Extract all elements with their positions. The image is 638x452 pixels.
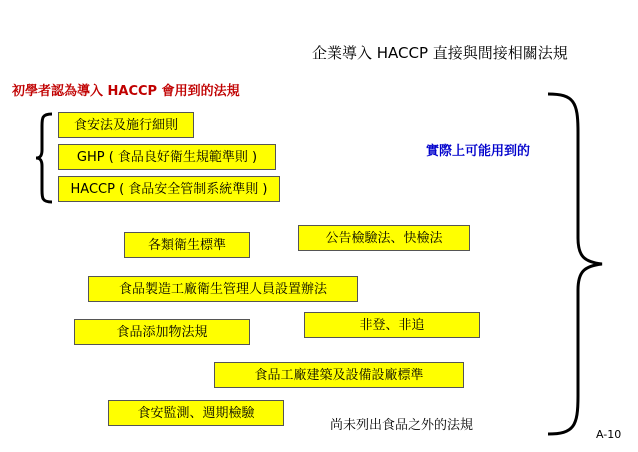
law-box-ghp: GHP ( 食品良好衛生規範準則 ): [58, 144, 276, 170]
non-food-laws-note: 尚未列出食品之外的法規: [330, 418, 474, 433]
law-box-hygiene-personnel: 食品製造工廠衛生管理人員設置辦法: [88, 276, 358, 302]
beginner-laws-heading: 初學者認為導入 HACCP 會用到的法規: [12, 84, 240, 99]
law-box-inspection-methods: 公告檢驗法、快檢法: [298, 225, 470, 251]
right-brace: [544, 92, 608, 436]
law-box-haccp: HACCP ( 食品安全管制系統準則 ): [58, 176, 280, 202]
slide-title: 企業導入 HACCP 直接與間接相關法規: [312, 44, 568, 62]
left-brace: [34, 112, 54, 204]
law-box-registration-tracking: 非登、非追: [304, 312, 480, 338]
practical-laws-label: 實際上可能用到的: [426, 144, 531, 159]
law-box-food-additives: 食品添加物法規: [74, 319, 250, 345]
law-box-monitoring-inspection: 食安監測、週期檢驗: [108, 400, 284, 426]
page-number: A-10: [596, 428, 622, 441]
law-box-factory-standards: 食品工廠建築及設備設廠標準: [214, 362, 464, 388]
law-box-food-safety-act: 食安法及施行細則: [58, 112, 194, 138]
law-box-hygiene-standards: 各類衛生標準: [124, 232, 250, 258]
